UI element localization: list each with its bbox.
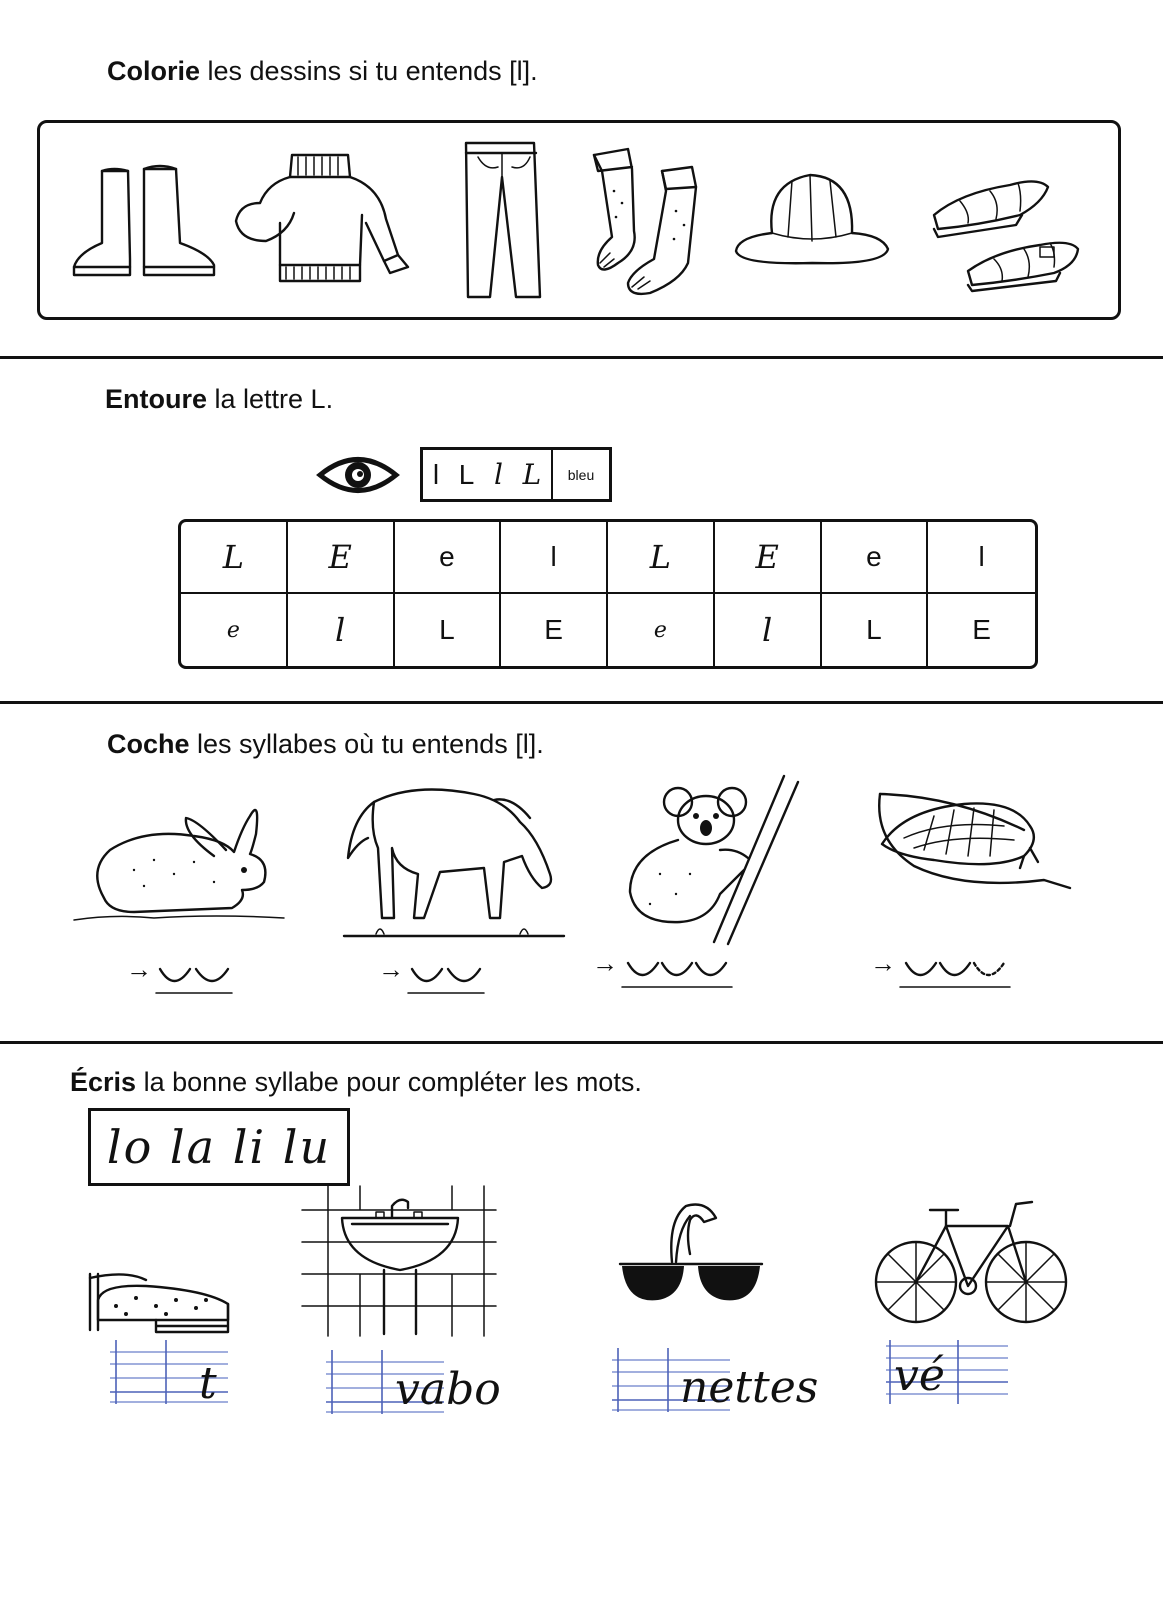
- arrow-icon: →: [870, 948, 896, 978]
- arrow-icon: →: [378, 954, 404, 984]
- instruction-text: la lettre L.: [207, 384, 334, 414]
- instruction-text: les dessins si tu entends [l].: [200, 56, 538, 86]
- syllable-arc[interactable]: [196, 969, 228, 981]
- word-suffix: nettes: [680, 1362, 819, 1413]
- letter-cell[interactable]: L: [608, 522, 715, 594]
- color-label: bleu: [567, 466, 595, 483]
- arrow-icon: →: [126, 954, 152, 984]
- sunglasses-drawing[interactable]: [616, 1200, 766, 1310]
- instruction-text: les syllabes où tu entends [l].: [189, 729, 544, 759]
- section-divider-3: [0, 1041, 1163, 1044]
- letter-cell[interactable]: E: [501, 594, 608, 666]
- letter-cell[interactable]: E: [715, 522, 822, 594]
- letter-cell[interactable]: L: [395, 594, 502, 666]
- instruction-ecris: [70, 1067, 642, 1098]
- instruction-verb: Colorie: [107, 56, 201, 86]
- word-suffix: vabo: [395, 1364, 501, 1415]
- syllable-choices: lo la li lu: [106, 1120, 332, 1174]
- rabbit-drawing[interactable]: [74, 790, 284, 930]
- syllable-arc[interactable]: [940, 963, 970, 975]
- syllable-arc[interactable]: [160, 969, 190, 981]
- letter-cell[interactable]: E: [972, 614, 991, 645]
- instruction-verb: Écris: [70, 1067, 137, 1097]
- slug-drawing[interactable]: [874, 790, 1074, 910]
- hat-drawing[interactable]: [732, 163, 892, 273]
- syllable-arcs: [156, 965, 236, 995]
- letter-cell[interactable]: L: [822, 594, 929, 666]
- syllable-arcs: [622, 959, 742, 989]
- bicycle-drawing[interactable]: [870, 1196, 1074, 1326]
- instruction-verb: Entoure: [105, 384, 208, 414]
- section-divider-2: [0, 701, 1163, 704]
- boots-drawing[interactable]: [68, 163, 218, 283]
- letter-cell[interactable]: E: [288, 522, 395, 594]
- socks-drawing[interactable]: [588, 141, 718, 301]
- word-suffix: vé: [894, 1350, 945, 1401]
- instruction-verb: Coche: [107, 729, 190, 759]
- letter-cell[interactable]: e: [608, 594, 715, 666]
- washbasin-drawing[interactable]: [302, 1186, 496, 1336]
- clothes-frame: [37, 120, 1121, 320]
- model-print-lower: l: [432, 458, 440, 490]
- model-letters-box: [420, 447, 612, 502]
- syllable-choices-box: [88, 1108, 350, 1186]
- syllable-arc[interactable]: [628, 963, 658, 975]
- letter-cell[interactable]: e: [395, 522, 502, 594]
- syllable-row-rabbit: [126, 954, 236, 995]
- syllable-arc[interactable]: [662, 963, 692, 975]
- syllable-arcs: [408, 965, 488, 995]
- section-divider-1: [0, 356, 1163, 359]
- koala-drawing[interactable]: [620, 774, 800, 944]
- horse-drawing[interactable]: [344, 778, 564, 943]
- instruction-coche: [107, 729, 544, 760]
- model-print-upper: L: [458, 458, 475, 490]
- letter-cell[interactable]: l: [288, 594, 395, 666]
- letter-cell[interactable]: l: [501, 522, 608, 594]
- model-cursive-upper: L: [522, 458, 542, 491]
- sweater-drawing[interactable]: [230, 143, 420, 293]
- letter-cell[interactable]: l: [715, 594, 822, 666]
- letter-cell[interactable]: l: [928, 522, 1035, 594]
- syllable-row-horse: [378, 954, 488, 995]
- arrow-icon: →: [592, 948, 618, 978]
- syllable-arc[interactable]: [412, 969, 442, 981]
- syllable-row-slug: [870, 948, 1020, 989]
- letter-cell[interactable]: e: [181, 594, 288, 666]
- syllable-arc[interactable]: [906, 963, 936, 975]
- syllable-arcs: [900, 959, 1020, 989]
- letter-cell[interactable]: L: [181, 522, 288, 594]
- letter-grid: [178, 519, 1038, 669]
- syllable-arc[interactable]: [696, 963, 726, 975]
- instruction-entoure: [105, 384, 333, 415]
- trousers-drawing[interactable]: [458, 137, 548, 303]
- syllable-row-koala: [592, 948, 742, 989]
- model-cursive-lower: l: [493, 458, 503, 491]
- syllable-arc[interactable]: [974, 963, 1004, 975]
- letter-cell[interactable]: e: [822, 522, 929, 594]
- instruction-text: la bonne syllabe pour compléter les mots.: [136, 1067, 642, 1097]
- instruction-colorie: [107, 56, 538, 87]
- syllable-arc[interactable]: [448, 969, 480, 981]
- sandals-drawing[interactable]: [930, 163, 1090, 293]
- bed-drawing[interactable]: [86, 1270, 232, 1336]
- word-suffix: t: [199, 1358, 217, 1409]
- eye-icon: [316, 452, 400, 498]
